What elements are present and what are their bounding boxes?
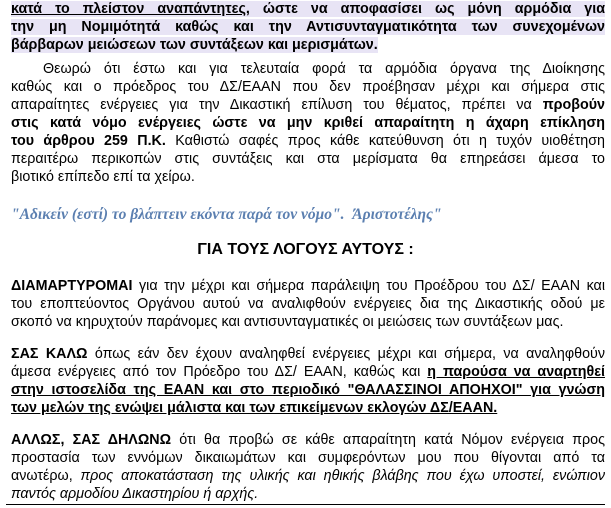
para1-line-3-text: απαραίτητες ενέργειες για την Δικαστική επίλυση του θέματος, πρέπει να [11,97,543,113]
protest-line-3: σκοπό να κηρυχτούν παράνομες και αντισυνταγματικές οι μειώσεις των συντάξεων μας. [11,314,564,330]
para1-line-4: στις κατά νόμο ενέργειες ώστε να μην κριθεί απαραίτητη η άχαρη επίκληση [11,115,605,131]
protest-line-1-text: για την μέχρι και σήμερα παράλειψη του Προέδρου του ΔΣ/ ΕΑΑΝ και [132,278,605,294]
protest-line-2: του εποπτεύοντος Οργάνου αυτού να αναλιφθούν ενέργειες δια της Δικαστικής οδού με [11,296,605,312]
para1-line-3 [11,97,605,114]
protest-keyword: ΔΙΑΜΑΡΤΥΡΟΜΑΙ [11,278,133,294]
section-heading: ΓΙΑ ΤΟΥΣ ΛΟΓΟΥΣ ΑΥΤΟΥΣ : [197,241,414,258]
para1-line-5-text: Καθιστώ σαφές προς κάθε κατεύθυνση ότι η τυχόν υιοθέτηση [165,133,605,149]
declare-line-3-text: ανωτέρω, [11,468,81,484]
top-line-1-rest: ώστε να αποφασίσει ως μόνη αρμόδια για [249,1,605,17]
para1-line-7: βιοτικό επίπεδο επί τα χείρω. [11,169,195,185]
call-line-4: των μελών της ενώψει μάλιστα και των επικείμενων εκλογών ΔΣ/ΕΑΑΝ. [11,400,498,416]
top-line-2 [11,19,605,36]
quote [11,206,442,224]
call-line-2-bold: η παρούσα να αναρτηθεί [427,364,605,380]
quote-text: "Αδικείν (εστί) το βλάπτειν εκόντα παρά τον νόμο". [11,206,345,223]
declare-line-3-italic: προς αποκατάσταση της υλικής και ηθικής βλάβης που έχω υποστεί, ενώπιον [80,468,605,484]
declare-line-1 [11,432,605,449]
top-line-1 [11,1,605,18]
call-keyword: ΣΑΣ ΚΑΛΩ [11,346,88,362]
declare-line-2: προστασία των εννόμων δικαιωμάτων και συμφερόντων μου που θίγονται από τα [11,450,605,466]
call-line-3: στην ιστοσελίδα της ΕΑΑΝ και στο περιοδικό "ΘΑΛΑΣΣΙΝΟΙ ΑΠΟΗΧΟΙ" για γνώση [11,382,605,398]
call-line-2 [11,364,605,381]
declare-keyword: ΑΛΛΩΣ, ΣΑΣ ΔΗΛΩΝΩ [11,432,172,448]
top-line-3-text: βάρβαρων μειώσεων των συντάξεων και μερισμάτων. [11,37,378,53]
call-line-1 [11,346,605,363]
para1-line-3-bold: προβούν [542,97,605,113]
para1-line-2: καθώς και ο πρόεδρος του ΔΣ/ΕΑΑΝ που δεν προέβησαν μέχρι και σήμερα στις [11,79,605,95]
para1-line-6: περαιτέρω περικοπών στις συντάξεις και στα μερίσματα θα επηρεάσει άμεσα το [11,151,605,167]
para1-line-1: Θεωρώ ότι έστω και για τελευταία φορά τα αρμόδια όργανα της Διοίκησης [43,61,605,77]
para1-line-5 [11,133,605,150]
protest-line-1 [11,278,605,295]
declare-line-4: παντός αρμοδίου Δικαστηρίου ή αρχής. [11,486,259,502]
declare-line-3 [11,468,605,485]
para1-line-5-bold: του άρθρου 259 Π.Κ. [11,133,166,149]
top-line-1-underlined: κατά το πλείστον αναπάντητες, [11,1,250,17]
call-line-2-text: άμεσα ενέργειες από τον Πρόεδρο του ΔΣ/ ΕΑΑΝ, καθώς και [11,364,428,380]
call-line-1-text: όπως εάν δεν έχουν αναληφθεί ενέργειες μέχρι και σήμερα, να αναληφθούν [87,346,606,362]
quote-author: Άριστοτέλης" [352,206,442,223]
top-line-3 [11,37,605,54]
bottom-rule [6,504,605,505]
declare-line-1-text: ότι θα προβώ σε κάθε απαραίτητη κατά Νόμον ενέργεια προς [171,432,605,448]
top-line-2-text: την μη Νομιμότητά καθώς και την Αντισυνταγματικότητα των συνεχομένων [11,19,605,35]
